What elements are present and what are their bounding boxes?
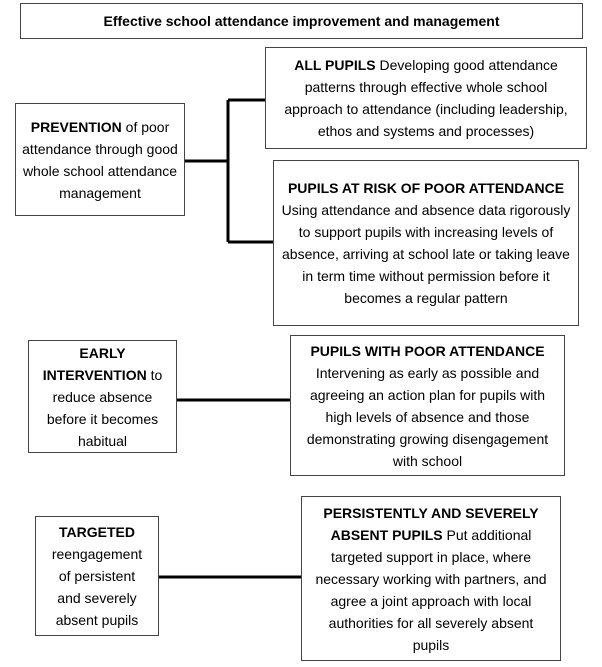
persistent-text: Put additional targeted support in place, where necessary working with partners, and agree a joint approach with local authorities for all severely absent pupils	[315, 526, 547, 653]
poor-attendance-text: Intervening as early as possible and agreeing an action plan for pupils with high levels of absence and those demonstrating growing disengagement with school	[306, 364, 549, 469]
diagram-title: Effective school attendance improvement and management	[103, 13, 500, 29]
poor-attendance-box	[290, 335, 565, 476]
early-intervention-text: to reduce absence before it becomes habitual	[46, 366, 163, 449]
at-risk-box	[273, 160, 579, 326]
at-risk-heading: PUPILS AT RISK OF POOR ATTENDANCE	[287, 180, 565, 196]
all-pupils-heading: ALL PUPILS	[294, 57, 376, 73]
poor-attendance-heading: PUPILS WITH POOR ATTENDANCE	[310, 342, 545, 359]
prevention-heading: PREVENTION	[30, 118, 122, 135]
prevention-text: of poor attendance through good whole school attendance management	[22, 118, 178, 201]
persistent-heading: PERSISTENTLY AND SEVERELY ABSENT PUPILS	[323, 504, 539, 543]
targeted-text: reengagement of persistent and severely absent pupils	[51, 546, 143, 628]
prevention-box	[15, 103, 185, 216]
targeted-box	[35, 516, 159, 636]
all-pupils-text: Developing good attendance patterns through effective whole school approach to attendance (including leadership, ethos and systems and processes)	[284, 57, 568, 139]
persistent-box	[301, 496, 561, 661]
diagram-title-box	[20, 3, 583, 39]
all-pupils-box	[265, 47, 587, 149]
early-intervention-box	[28, 340, 177, 453]
targeted-heading: TARGETED	[59, 524, 135, 540]
at-risk-text: Using attendance and absence data rigorously to support pupils with increasing levels of absence, arriving at school late or taking leave in term time without permission before it becomes a regular pattern	[281, 202, 571, 306]
early-intervention-heading: EARLY INTERVENTION	[42, 344, 147, 383]
